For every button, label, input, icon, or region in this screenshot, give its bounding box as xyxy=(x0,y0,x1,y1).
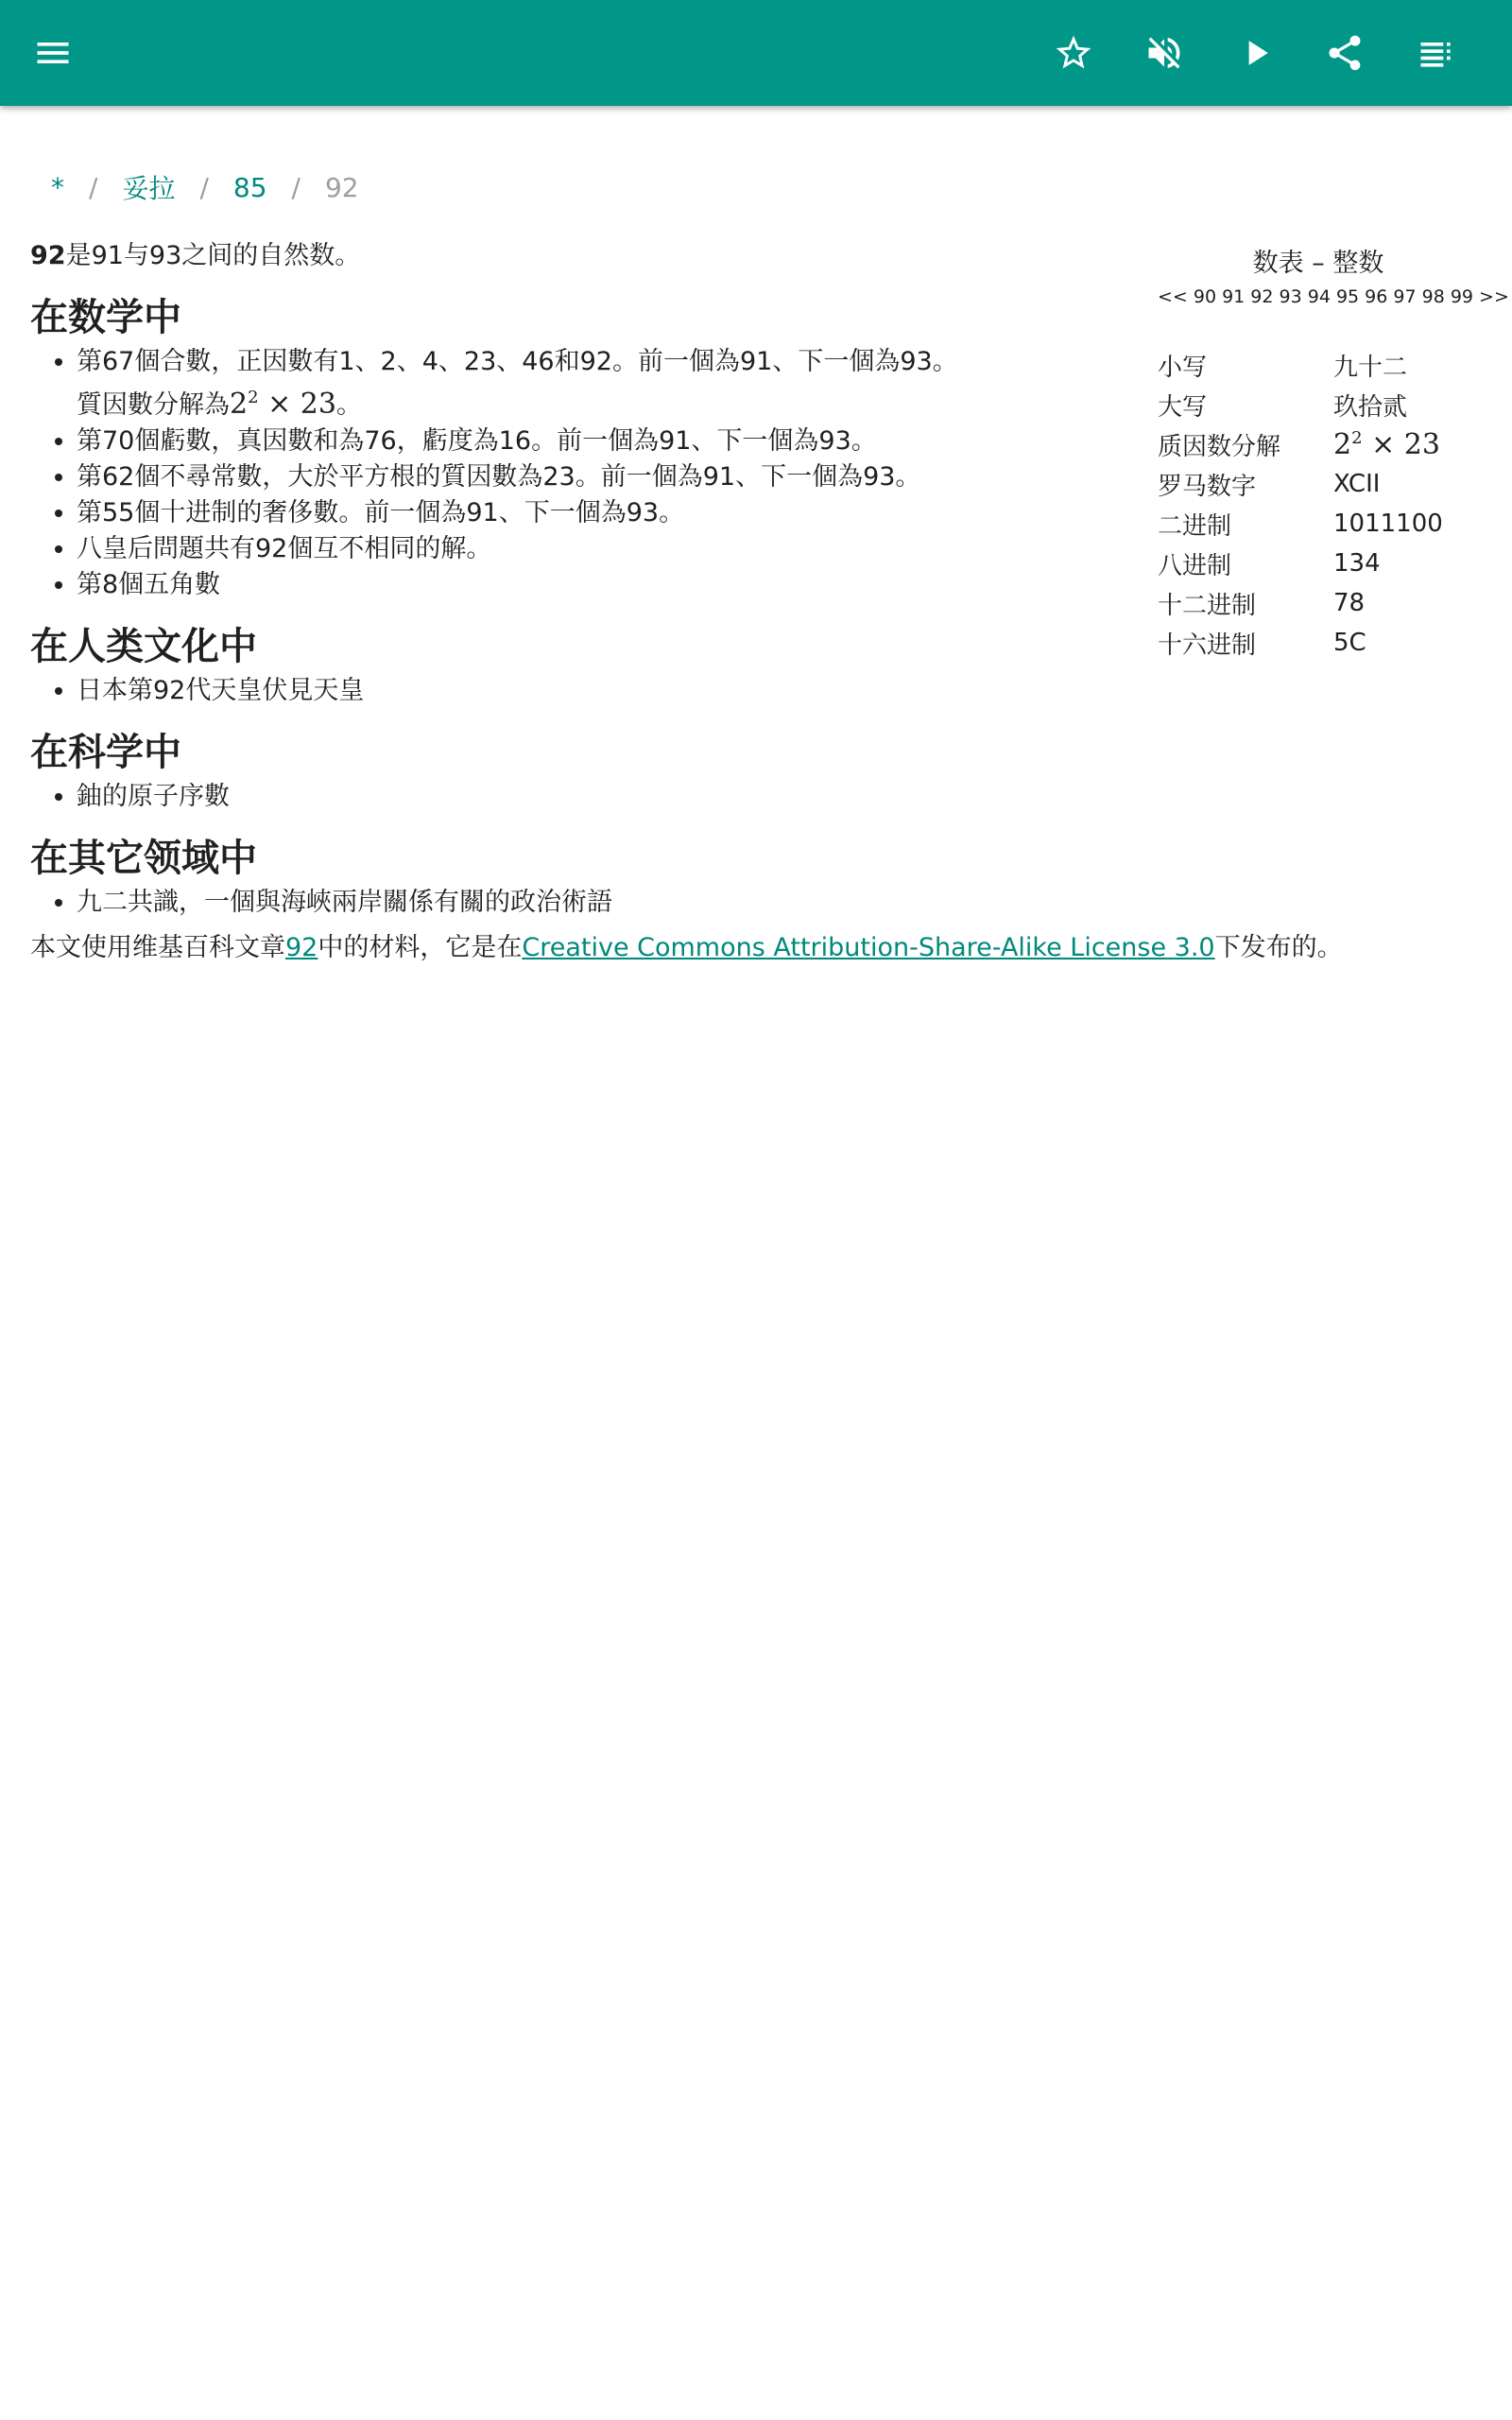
playlist-button[interactable] xyxy=(1408,25,1465,81)
factorization-formula: $2^2 \times 23$ xyxy=(230,388,336,421)
infobox-row: 罗马数字 XCII xyxy=(1158,470,1381,501)
list-item: • 第67個合數，正因數有1、2、4、23、46和92。前一個為91、下一個為93。 質因數分解為$2^2 \times 23$。 xyxy=(77,344,1089,424)
section-heading-culture: 在人类文化中 xyxy=(30,625,257,668)
lead-text: 是91与93之间的自然数。 xyxy=(65,241,361,270)
volume-off-icon xyxy=(1143,32,1185,74)
infobox-row: 十六进制 5C xyxy=(1158,629,1366,660)
section-heading-science: 在科学中 xyxy=(30,731,181,774)
article-content xyxy=(30,238,1089,921)
share-button[interactable] xyxy=(1316,25,1373,81)
list-item: • 第62個不尋常數，大於平方根的質因數為23。前一個為91、下一個為93。 xyxy=(77,459,1089,495)
math-list xyxy=(30,344,1089,603)
play-button[interactable] xyxy=(1228,25,1284,81)
list-item: • 第8個五角數 xyxy=(77,567,1089,603)
science-list xyxy=(30,779,1089,815)
infobox-row: 二进制 1011100 xyxy=(1158,510,1443,541)
list-item: • 八皇后問題共有92個互不相同的解。 xyxy=(77,531,1089,567)
number-infobox xyxy=(1158,242,1509,663)
infobox-row: 十二进制 78 xyxy=(1158,589,1366,620)
list-item: • 九二共識，一個與海峽兩岸關係有關的政治術語 xyxy=(77,885,1089,921)
menu-icon xyxy=(32,32,74,74)
list-item: • 鈾的原子序數 xyxy=(77,779,1089,815)
breadcrumb-item-torah[interactable]: 妥拉 xyxy=(122,173,176,204)
bookmark-button[interactable] xyxy=(1045,25,1102,81)
play-icon xyxy=(1235,32,1277,74)
article-link[interactable]: 92 xyxy=(285,933,318,962)
share-icon xyxy=(1324,32,1366,74)
lead-paragraph xyxy=(30,238,1089,274)
app-bar xyxy=(0,0,1512,106)
infobox-row: 大写 玖拾贰 xyxy=(1158,392,1408,422)
breadcrumb-separator: / xyxy=(89,171,98,203)
list-item: • 第55個十进制的奢侈數。前一個為91、下一個為93。 xyxy=(77,495,1089,531)
breadcrumb-item-85[interactable]: 85 xyxy=(232,171,267,203)
infobox-title: 数表 – 整数 xyxy=(1252,249,1384,278)
number-navigation[interactable]: << 90 91 92 93 94 95 96 97 98 99 >> xyxy=(1158,286,1509,307)
infobox-factorization: $2^2 \times 23$ xyxy=(1333,427,1440,461)
license-footer: 本文使用维基百科文章92中的材料，它是在Creative Commons Attribution-Share-Alike License 3.0下发布的。 xyxy=(30,933,1343,962)
lead-bold: 92 xyxy=(30,241,66,270)
section-heading-math: 在数学中 xyxy=(30,296,181,339)
infobox-row: 小写 九十二 xyxy=(1158,353,1408,382)
mute-button[interactable] xyxy=(1136,25,1193,81)
infobox-row: 八进制 134 xyxy=(1158,549,1381,580)
list-item: • 第70個虧數，真因數和為76，虧度為16。前一個為91、下一個為93。 xyxy=(77,424,1089,459)
other-list xyxy=(30,885,1089,921)
section-heading-other: 在其它领域中 xyxy=(30,837,257,880)
breadcrumb-separator: / xyxy=(199,171,209,203)
license-link[interactable]: Creative Commons Attribution-Share-Alike License 3.0 xyxy=(522,933,1215,962)
breadcrumb-current: 92 xyxy=(324,171,359,203)
breadcrumb xyxy=(51,168,359,206)
playlist-icon xyxy=(1416,32,1457,74)
breadcrumb-separator: / xyxy=(291,171,301,203)
culture-list xyxy=(30,673,1089,709)
star-outline-icon xyxy=(1053,32,1094,74)
infobox-row: 质因数分解 $2^2 \times 23$ xyxy=(1158,427,1440,461)
list-item: • 日本第92代天皇伏見天皇 xyxy=(77,673,1089,709)
breadcrumb-item-root[interactable]: * xyxy=(51,171,64,203)
menu-button[interactable] xyxy=(25,25,81,81)
